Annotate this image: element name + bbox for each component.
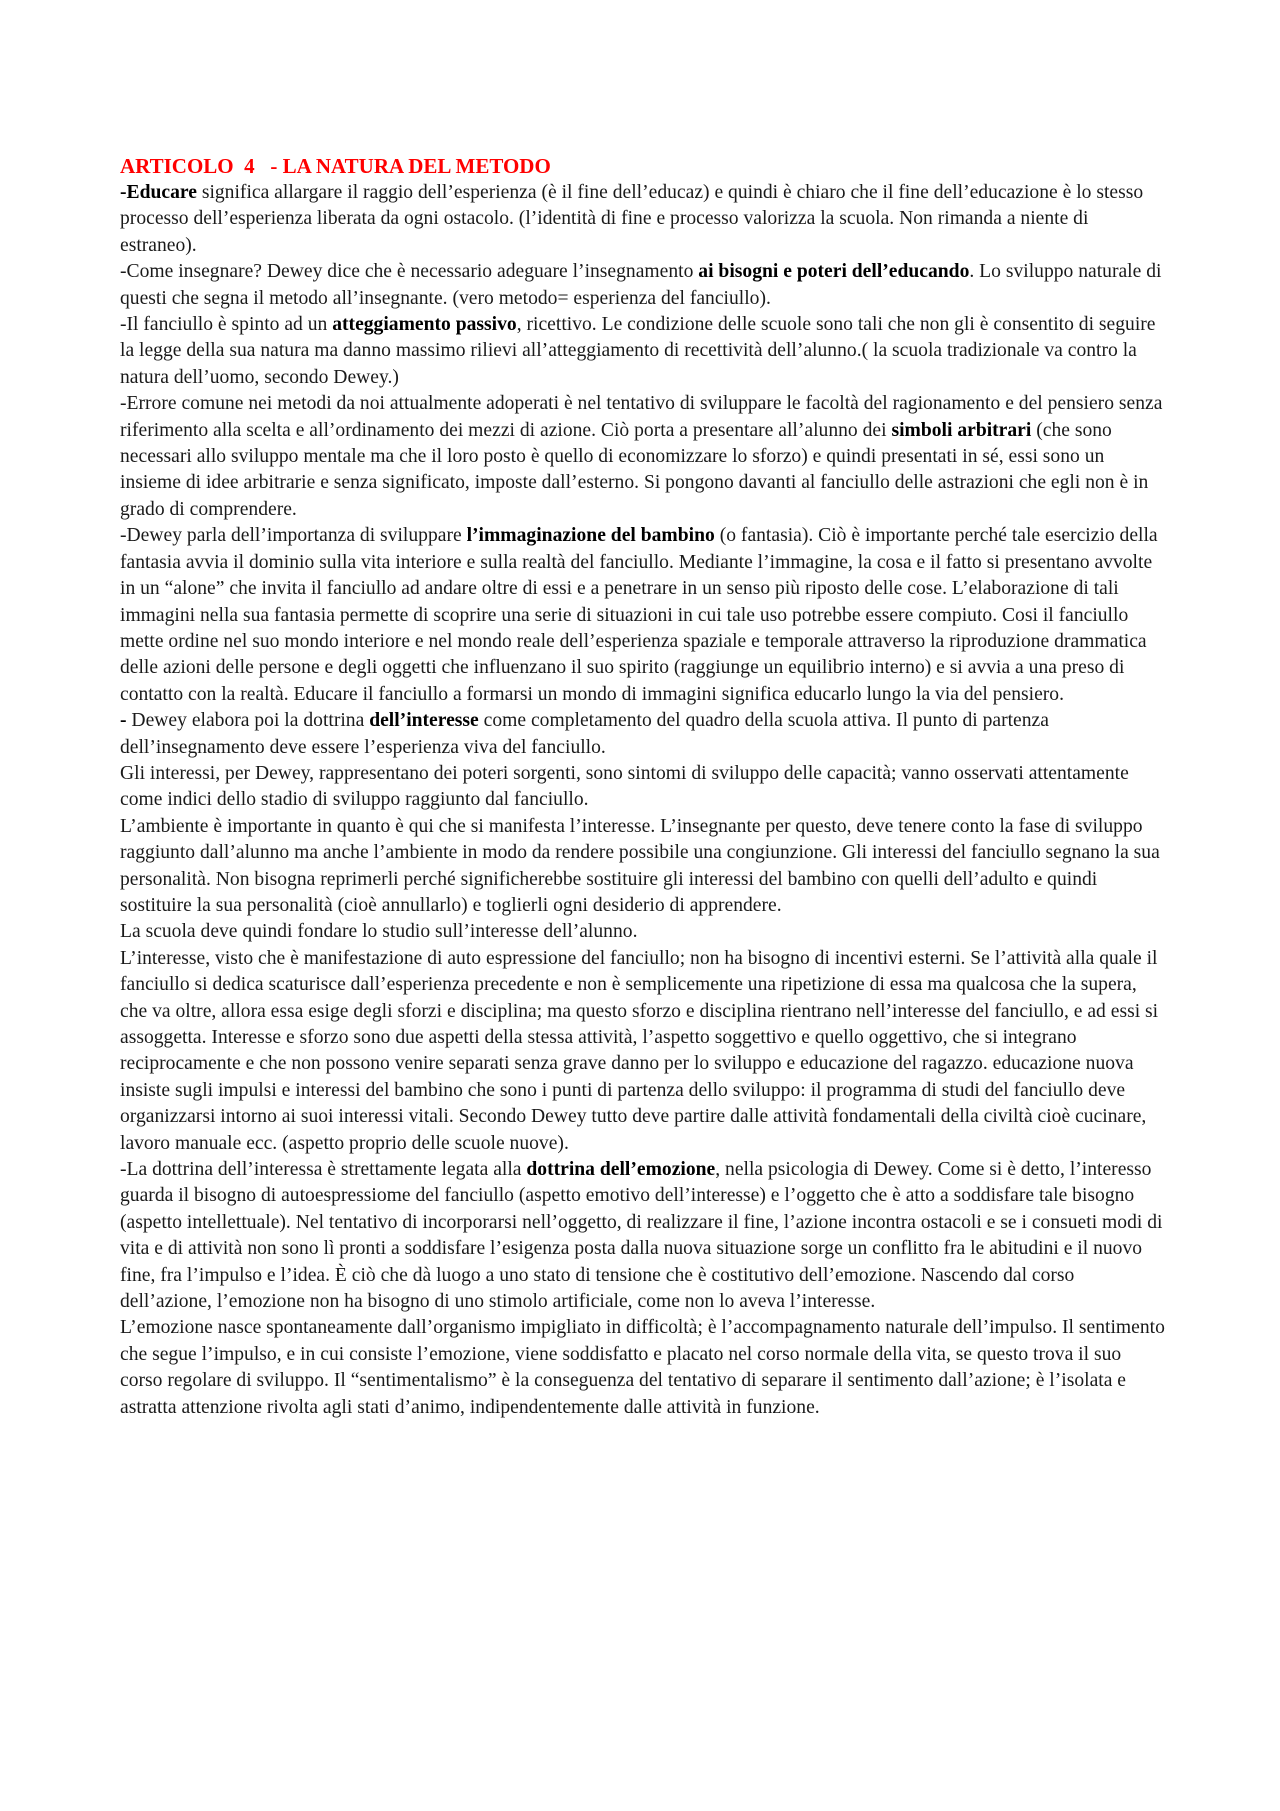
paragraph bbox=[120, 919, 1168, 945]
paragraph bbox=[120, 259, 1168, 312]
bold-text: l’immaginazione del bambino bbox=[466, 525, 715, 547]
bold-text: dell’interesse bbox=[369, 710, 479, 732]
paragraph bbox=[120, 946, 1168, 1157]
paragraph bbox=[120, 1157, 1168, 1315]
text-run: -Come insegnare? Dewey dice che è necessario adeguare l’insegnamento bbox=[120, 261, 699, 283]
text-run: -Dewey parla dell’importanza di sviluppare bbox=[120, 525, 467, 547]
bold-text: - bbox=[120, 710, 127, 732]
text-run: -Il fanciullo è spinto ad un bbox=[120, 314, 333, 336]
text-run: Gli interessi, per Dewey, rappresentano dei poteri sorgenti, sono sintomi di sviluppo delle capacità; vanno osservati attentamente come indici dello stadio di sviluppo raggiunto dal fanciullo. bbox=[120, 762, 1129, 811]
bold-text: ai bisogni e poteri dell’educando bbox=[698, 261, 970, 283]
document-page bbox=[120, 152, 1168, 1421]
text-run: Dewey elabora poi la dottrina bbox=[126, 710, 370, 732]
text-run: , ricettivo. Le condizione delle scuole sono tali che non gli è consentito di seguire la legge della sua natura ma danno massimo rilievi all’atteggiamento di recettività dell’alunno.( la scuola tradizionale va contro la natura dell’uomo, secondo Dewey.) bbox=[120, 314, 1156, 388]
paragraph bbox=[120, 761, 1168, 814]
text-run: L’ambiente è importante in quanto è qui che si manifesta l’interesse. L’insegnante per questo, deve tenere conto la fase di sviluppo raggiunto dall’alunno ma anche l’ambiente in modo da rendere possibile una congiunzione. Gli interessi del fanciullo segnano la sua personalità. Non bisogna reprimerli perché significherebbe sostituire gli interessi del bambino con quelli dell’adulto e quindi sostituire la sua personalità (cioè annullarlo) e toglierli ogni desiderio di apprendere. bbox=[120, 815, 1160, 916]
text-run: -La dottrina dell’interessa è strettamente legata alla bbox=[120, 1159, 527, 1181]
paragraph bbox=[120, 708, 1168, 761]
text-run: significa allargare il raggio dell’esperienza (è il fine dell’educaz) e quindi è chiaro che il fine dell’educazione è lo stesso processo dell’esperienza liberata da ogni ostacolo. (l’identità di fine e processo valorizza la scuola. Non rimanda a niente di estraneo). bbox=[120, 182, 1144, 256]
text-run: L’interesse, visto che è manifestazione di auto espressione del fanciullo; non ha bisogno di incentivi esterni. Se l’attività alla quale il fanciullo si dedica scaturisce dall’esperienza precedente e non è semplicemente una ripetizione di essa ma qualcosa che la supera, che va oltre, allora essa esige degli sforzi e disciplina; ma questo sforzo e disciplina rientrano nell’interesse del fanciullo, e ad essi si assoggetta. Interesse e sforzo sono due aspetti della stessa attività, l’aspetto soggettivo e quello oggettivo, che si integrano reciprocamente e che non possono venire separati senza grave danno per lo sviluppo e educazione del ragazzo. educazione nuova insiste sugli impulsi e interessi del bambino che sono i punti di partenza dello sviluppo: il programma di studi del fanciullo deve organizzarsi intorno ai suoi interessi vitali. Secondo Dewey tutto deve partire dalle attività fondamentali della civiltà cioè cucinare, lavoro manuale ecc. (aspetto proprio delle scuole nuove). bbox=[120, 947, 1159, 1154]
paragraph bbox=[120, 391, 1168, 523]
text-run: , nella psicologia di Dewey. Come si è detto, l’interesso guarda il bisogno di autoespressiome del fanciullo (aspetto emotivo dell’interesse) e l’oggetto che è atto a soddisfare tale bisogno (aspetto intellettuale). Nel tentativo di incorporarsi nell’oggetto, di realizzare il fine, l’azione incontra ostacoli e se i consueti modi di vita e di attività non sono lì pronti a soddisfare l’esigenza posta dalla nuova situazione sorge un conflitto fra le abitudini e il nuovo fine, fra l’impulso e l’idea. È ciò che dà luogo a uno stato di tensione che è costitutivo dell’emozione. Nascendo dal corso dell’azione, l’emozione non ha bisogno di uno stimolo artificiale, come non lo aveva l’interesse. bbox=[120, 1159, 1163, 1313]
bold-text: atteggiamento passivo bbox=[332, 314, 517, 336]
paragraph bbox=[120, 814, 1168, 920]
document-title: ARTICOLO 4 - LA NATURA DEL METODO bbox=[120, 154, 551, 178]
text-run: La scuola deve quindi fondare lo studio sull’interesse dell’alunno. bbox=[120, 921, 638, 943]
bold-text: dottrina dell’emozione bbox=[526, 1159, 716, 1181]
paragraph bbox=[120, 523, 1168, 708]
text-run: L’emozione nasce spontaneamente dall’organismo impigliato in difficoltà; è l’accompagnamento naturale dell’impulso. Il sentimento che segue l’impulso, e in cui consiste l’emozione, viene soddisfatto e placato nel corso normale della vita, se questo trova il suo corso regolare di sviluppo. Il “sentimentalismo” è la conseguenza del tentativo di separare il sentimento dall’azione; è l’isolata e astratta attenzione rivolta agli stati d’animo, indipendentemente dalle attività in funzione. bbox=[120, 1317, 1165, 1418]
text-run: come completamento del quadro della scuola attiva. Il punto di partenza dell’insegnamento deve essere l’esperienza viva del fanciullo. bbox=[120, 710, 1049, 758]
text-run: . Lo sviluppo naturale di questi che segna il metodo all’insegnante. (vero metodo= esperienza del fanciullo). bbox=[120, 261, 1162, 309]
paragraph bbox=[120, 1315, 1168, 1421]
document-body bbox=[120, 180, 1168, 1421]
paragraph bbox=[120, 312, 1168, 391]
bold-text: -Educare bbox=[120, 182, 197, 203]
text-run: (o fantasia). Ciò è importante perché tale esercizio della fantasia avvia il dominio sulla vita interiore e sulla realtà del fanciullo. Mediante l’immagine, la cosa e il fatto si presentano avvolte in un “alone” che invita il fanciullo ad andare oltre di essi e a penetrare in un senso più riposto delle cose. L’elaborazione di tali immagini nella sua fantasia permette di scoprire una serie di situazioni in cui tale uso potrebbe essere compiuto. Cosi il fanciullo mette ordine nel suo mondo interiore e nel mondo reale dell’esperienza spaziale e temporale attraverso la riproduzione drammatica delle azioni delle persone e degli oggetti che influenzano il suo spirito (raggiunge un equilibrio interno) e si avvia a una preso di contatto con la realtà. Educare il fanciullo a formarsi un mondo di immagini significa educarlo lungo la via del pensiero. bbox=[120, 525, 1158, 705]
paragraph bbox=[120, 180, 1168, 259]
bold-text: simboli arbitrari bbox=[891, 419, 1032, 441]
text-run: -Errore comune nei metodi da noi attualmente adoperati è nel tentativo di sviluppare le facoltà del ragionamento e del pensiero senza riferimento alla scelta e all’ordinamento dei mezzi di azione. Ciò porta a presentare all’alunno dei bbox=[120, 393, 1163, 441]
text-run: (che sono necessari allo sviluppo mentale ma che il loro posto è quello di economizzare lo sforzo) e quindi presentati in sé, essi sono un insieme di idee arbitrarie e senza significato, imposte dall’esterno. Si pongono davanti al fanciullo delle astrazioni che egli non è in grado di comprendere. bbox=[120, 419, 1149, 520]
